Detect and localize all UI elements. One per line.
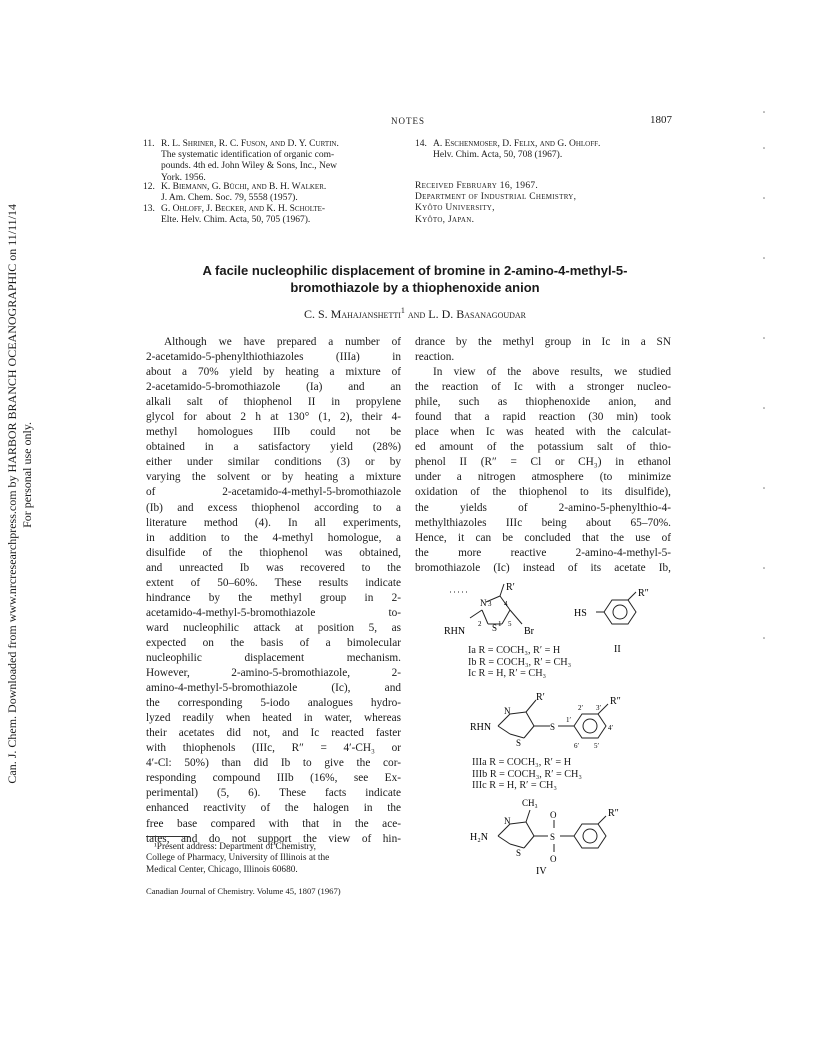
body-line: nucleophilic displacement mechanism. xyxy=(146,651,401,664)
structure-I-legend xyxy=(468,645,571,680)
structure-I-c4: 4 xyxy=(504,600,508,608)
body-line: 2-acetamido-5-bromothiazole (Ia) and an xyxy=(146,381,401,394)
body-line: In view of the above results, we studied xyxy=(433,366,671,379)
running-header: NOTES xyxy=(391,116,425,126)
body-line: literature method (4). In all experiments, xyxy=(146,516,401,529)
body-line: extent of 50–60%. These results indicate xyxy=(146,576,401,589)
body-line: with thiophenols (IIIc, R″ = 4′-CH₃ or xyxy=(146,742,401,755)
body-line: methyl homologues IIIb could not be xyxy=(146,426,401,439)
footnote-line: ¹Present address: Department of Chemistry, xyxy=(154,842,317,852)
footnote-line: Medical Center, Chicago, Illinois 60680. xyxy=(146,864,298,875)
body-line: responding compound IIIb (16%, see Ex- xyxy=(146,772,401,785)
structure-I-R1: R′ xyxy=(506,582,515,593)
structure-I-N: N xyxy=(480,598,487,608)
body-line: the more reactive 2-amino-4-methyl-5- xyxy=(415,546,671,559)
body-line: lyzed readily when heated in water, whereas xyxy=(146,712,401,725)
reference-line: K. Biemann, G. Büchi, and B. H. Walker. xyxy=(161,182,327,192)
structure-I xyxy=(440,578,580,642)
body-line: tates, and do not support the view of hin- xyxy=(146,832,401,845)
body-line: under a nitrogen atmosphere (to minimize xyxy=(415,471,671,484)
body-line: bromothiazole (Ic) instead of its acetate Ib, xyxy=(415,561,671,574)
right-column xyxy=(415,335,671,576)
structure-I-c2: 2 xyxy=(478,620,482,628)
structure-IV-CH3: CH₃ xyxy=(522,798,538,808)
structure-III-R2: R″ xyxy=(610,696,621,707)
reference-line: York. 1956. xyxy=(161,172,206,183)
body-line: 2-acetamido-5-phenylthiothiazoles (IIIa) in xyxy=(146,351,401,364)
article-title xyxy=(150,262,680,296)
structure-III-bridge-S: S xyxy=(550,722,556,732)
body-line: and unreacted Ib was recovered to the xyxy=(146,561,401,574)
left-column xyxy=(146,335,401,847)
body-line: expected on the basis of a bimolecular xyxy=(146,636,401,649)
department: Department of Industrial Chemistry, xyxy=(415,192,577,203)
body-line: hindrance by the methyl group in 2- xyxy=(146,591,401,604)
title-line-2: bromothiazole by a thiophenoxide anion xyxy=(290,280,540,295)
structure-III-p3: 3′ xyxy=(596,704,602,712)
legend-Ib: Ib R = COCH₃, R′ = CH₃ xyxy=(468,656,572,668)
body-line: oxidation of the thiophenol to its disulfide), xyxy=(415,486,671,499)
structure-II-HS: HS xyxy=(574,608,587,619)
reference-line: J. Am. Chem. Soc. 79, 5558 (1957). xyxy=(161,193,298,204)
body-line: drance by the methyl group in Ic in a SN xyxy=(415,336,671,348)
body-line: acetamido-4-methyl-5-bromothiazole to- xyxy=(146,606,401,619)
structure-IV-N: N xyxy=(504,816,511,826)
received-date: Received February 16, 1967. xyxy=(415,181,539,191)
body-line: methylthiazoles IIIc being about 65–70%. xyxy=(415,516,671,529)
structure-II xyxy=(574,588,688,655)
structure-I-RHN: RHN xyxy=(444,626,466,637)
title-line-1: A facile nucleophilic displacement of bromine in 2-amino-4-methyl-5- xyxy=(202,263,628,278)
footnote-line: College of Pharmacy, University of Illinois at the xyxy=(146,853,330,864)
body-line: ward nucleophilic attack at position 5, as xyxy=(146,621,401,634)
structure-III-p2: 2′ xyxy=(578,704,584,712)
body-line: varying the solvent or by heating a mixture xyxy=(146,471,401,484)
body-line: perimental) (5, 6). These facts indicate xyxy=(146,787,401,800)
structure-III-legend xyxy=(472,757,582,792)
page-number: 1807 xyxy=(650,114,672,126)
author-1: C. S. Mahajanshetti xyxy=(303,307,401,321)
structure-IV-sulfonyl-S: S xyxy=(550,832,556,842)
legend-Ia: Ia R = COCH₃, R′ = H xyxy=(468,645,561,656)
body-line: about a 70% yield by heating a mixture of xyxy=(146,366,401,379)
body-line: 4′-Cl: 50%) than did Ib to give the cor- xyxy=(146,757,401,770)
reference-line: G. Ohloff, J. Becker, and K. H. Scholte- xyxy=(161,204,326,214)
body-line: free base compared with that in the ace- xyxy=(146,817,401,830)
location: Kyôto, Japan. xyxy=(415,214,475,225)
reference-number: 14. xyxy=(415,139,427,149)
body-line: reaction. xyxy=(415,351,455,364)
body-line: However, 2-amino-5-bromothiazole, 2- xyxy=(146,667,401,680)
structure-IV-label: IV xyxy=(536,866,547,877)
structure-IV-ring-S: S xyxy=(516,848,522,858)
structure-III-N: N xyxy=(504,706,511,716)
structure-I-S: S xyxy=(492,623,498,633)
body-line: the reaction of Ic with a stronger nucleo- xyxy=(415,381,671,394)
reference-number: 12. xyxy=(143,182,155,192)
download-notice-line-2: For personal use only. xyxy=(20,422,34,528)
body-line: enhanced reactivity of the halogen in the xyxy=(146,802,401,815)
footnote xyxy=(146,842,401,876)
reference-line: Elte. Helv. Chim. Acta, 50, 705 (1967). xyxy=(161,215,311,226)
legend-IIIa: IIIa R = COCH₃, R′ = H xyxy=(472,757,572,768)
legend-IIIb: IIIb R = COCH₃, R′ = CH₃ xyxy=(472,768,582,780)
structure-IV xyxy=(470,794,670,876)
structure-IV-O-top: O xyxy=(550,810,557,820)
author-2: L. D. Basanagoudar xyxy=(428,307,527,321)
body-line: their acetates did not, and Ic reacted faster xyxy=(146,727,401,740)
body-line: phenol II (R″ = Cl or CH₃) in ethanol xyxy=(415,456,671,469)
body-line: of 2-acetamido-4-methyl-5-bromothiazole xyxy=(146,486,401,499)
reference-number: 13. xyxy=(143,204,155,214)
body-line: alkali salt of thiophenol II in propylene xyxy=(146,396,401,409)
structure-III-p6: 6′ xyxy=(574,742,580,750)
margin-dots xyxy=(762,108,766,648)
author-conjunction: and xyxy=(407,307,426,321)
structure-IV-O-bottom: O xyxy=(550,854,557,864)
body-line: in addition to the 4-methyl homologue, a xyxy=(146,531,401,544)
structure-III-p5: 5′ xyxy=(594,742,600,750)
body-line: the yields of 2-amino-5-phenylthio-4- xyxy=(415,501,671,514)
author-footnote-mark: 1 xyxy=(400,306,405,315)
reference-line: pounds. 4th ed. John Wiley & Sons, Inc., New xyxy=(161,161,337,172)
structure-II-label: II xyxy=(614,644,621,655)
reference-line: The systematic identification of organic com- xyxy=(161,150,335,161)
legend-Ic: Ic R = H, R′ = CH₃ xyxy=(468,668,547,679)
structure-I-c5: 5 xyxy=(508,620,512,628)
legend-IIIc: IIIc R = H, R′ = CH₃ xyxy=(472,780,557,791)
body-line: glycol for about 2 h at 130° (1, 2), their 4- xyxy=(146,411,401,424)
body-line: Hence, it can be concluded that the use of xyxy=(415,531,671,544)
received-block xyxy=(415,181,576,226)
authors xyxy=(150,306,680,322)
structure-III-p1: 1′ xyxy=(566,716,572,724)
download-notice-line-1: Can. J. Chem. Downloaded from www.nrcresearchpress.com by HARBOR BRANCH OCEANOGRAPHIC on 11/11/14 xyxy=(5,204,19,784)
body-line: obtained in a satisfactory yield (28%) xyxy=(146,441,401,454)
body-line: amino-4-methyl-5-bromothiazole (Ic), and xyxy=(146,682,401,695)
structure-I-Br: Br xyxy=(524,626,534,637)
body-line: place when Ic was heated with the calculat- xyxy=(415,426,671,439)
body-line: Although we have prepared a number of xyxy=(164,336,401,348)
reference-line: Helv. Chim. Acta, 50, 708 (1967). xyxy=(433,150,563,161)
structure-III-ring-S: S xyxy=(516,738,522,748)
structure-III-RHN: RHN xyxy=(470,722,492,733)
structure-II-R2: R″ xyxy=(638,588,649,599)
university: Kyôto University, xyxy=(415,203,495,214)
body-line: ed amount of the potassium salt of thio- xyxy=(415,441,671,454)
body-line: the corresponding 5-iodo analogues hydro- xyxy=(146,697,401,710)
structure-III xyxy=(470,690,670,758)
structure-I-N-num: 3 xyxy=(488,600,492,608)
download-notice xyxy=(4,200,34,860)
reference-line: A. Eschenmoser, D. Felix, and G. Ohloff. xyxy=(433,139,601,149)
body-line: phile, such as thiophenoxide anion, and xyxy=(415,396,671,409)
reference-number: 11. xyxy=(143,139,155,149)
body-line: either under similar conditions (3) or by xyxy=(146,456,401,469)
structure-III-R1: R′ xyxy=(536,692,545,703)
body-line: (Ib) and excess thiophenol according to a xyxy=(146,501,401,514)
structure-I-S-num: 1 xyxy=(498,620,502,628)
reference-line: R. L. Shriner, R. C. Fuson, and D. Y. Curtin. xyxy=(161,139,339,149)
structure-IV-R2: R″ xyxy=(608,808,619,819)
structure-IV-H2N: H₂N xyxy=(470,832,488,843)
body-line: found that a rapid reaction (30 min) took xyxy=(415,411,671,424)
journal-citation: Canadian Journal of Chemistry. Volume 45, 1807 (1967) xyxy=(146,886,341,896)
structure-III-p4: 4′ xyxy=(608,724,614,732)
body-line: disulfide of the thiophenol was obtained, xyxy=(146,546,401,559)
footnote-rule xyxy=(146,836,190,837)
